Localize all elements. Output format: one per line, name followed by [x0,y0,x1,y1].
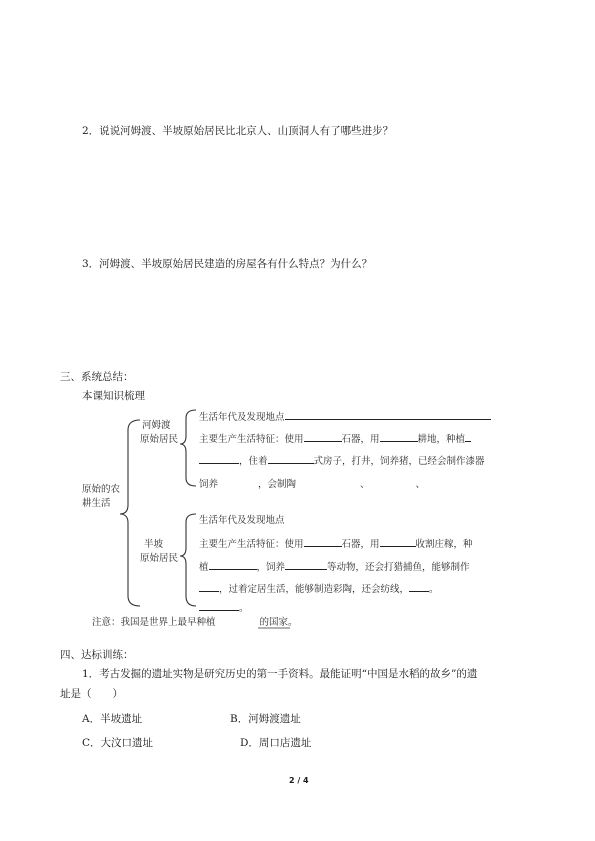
question-1-line2: 址是（ ） [60,688,123,700]
hemudu-line-2: 主要生产生活特征：使用 石器，用 耕地，种植 [199,431,471,447]
question-3: 3．河姆渡、半坡原始居民建造的房屋各有什么特点？为什么？ [82,258,373,270]
section-3-heading: 三、系统总结： [60,371,134,383]
banpo-label-line2: 原始居民 [140,553,179,564]
diagram-note: 注意：我国是世界上最早种植 的国家。 [92,617,298,628]
banpo-label-line1: 半坡 [144,539,164,550]
page-number: 2 / 4 [289,776,309,785]
banpo-line-5: 。 [199,600,249,616]
section-4-heading: 四、达标训练： [60,649,134,661]
root-bracket [120,420,140,606]
banpo-line-3: 植 ，饲养 等动物，还会打猎捕鱼，能够制作 [199,559,470,575]
option-c: C．大汶口遗址 [82,737,154,749]
hemudu-label-line1: 河姆渡 [142,420,171,431]
banpo-bracket [180,514,196,606]
hemudu-line-3: ，住着 式房子，打井，饲养猪，已经会制作漆器 [199,453,485,469]
banpo-line-2: 主要生产生活特征：使用 石器，用 收割庄稼，种 [199,536,473,552]
question-2: 2．说说河姆渡、半坡原始居民比北京人、山顶洞人有了哪些进步？ [82,125,394,137]
option-a: A．半坡遗址 [82,713,143,725]
option-d: D．周口店遗址 [240,737,312,749]
root-label-line1: 原始的农 [82,484,121,495]
root-label-line2: 耕生活 [82,498,111,509]
option-b: B．河姆渡遗址 [230,713,301,725]
hemudu-label-line2: 原始居民 [140,434,179,445]
section-3-subheading: 本课知识梳理 [82,390,145,402]
banpo-line-1: 生活年代及发现地点 [199,515,285,526]
hemudu-line-4: 饲养 ，会制陶 、 、 [199,479,426,490]
hemudu-line-1: 生活年代及发现地点 [199,409,491,425]
banpo-line-4: ，过着定居生活，能够制造彩陶，还会纺线， 。 [199,581,439,597]
question-1-line1: 1．考古发掘的遗址实物是研究历史的第一手资料。最能证明“中国是水稻的故乡”的遗 [82,668,478,680]
hemudu-bracket [180,410,196,486]
